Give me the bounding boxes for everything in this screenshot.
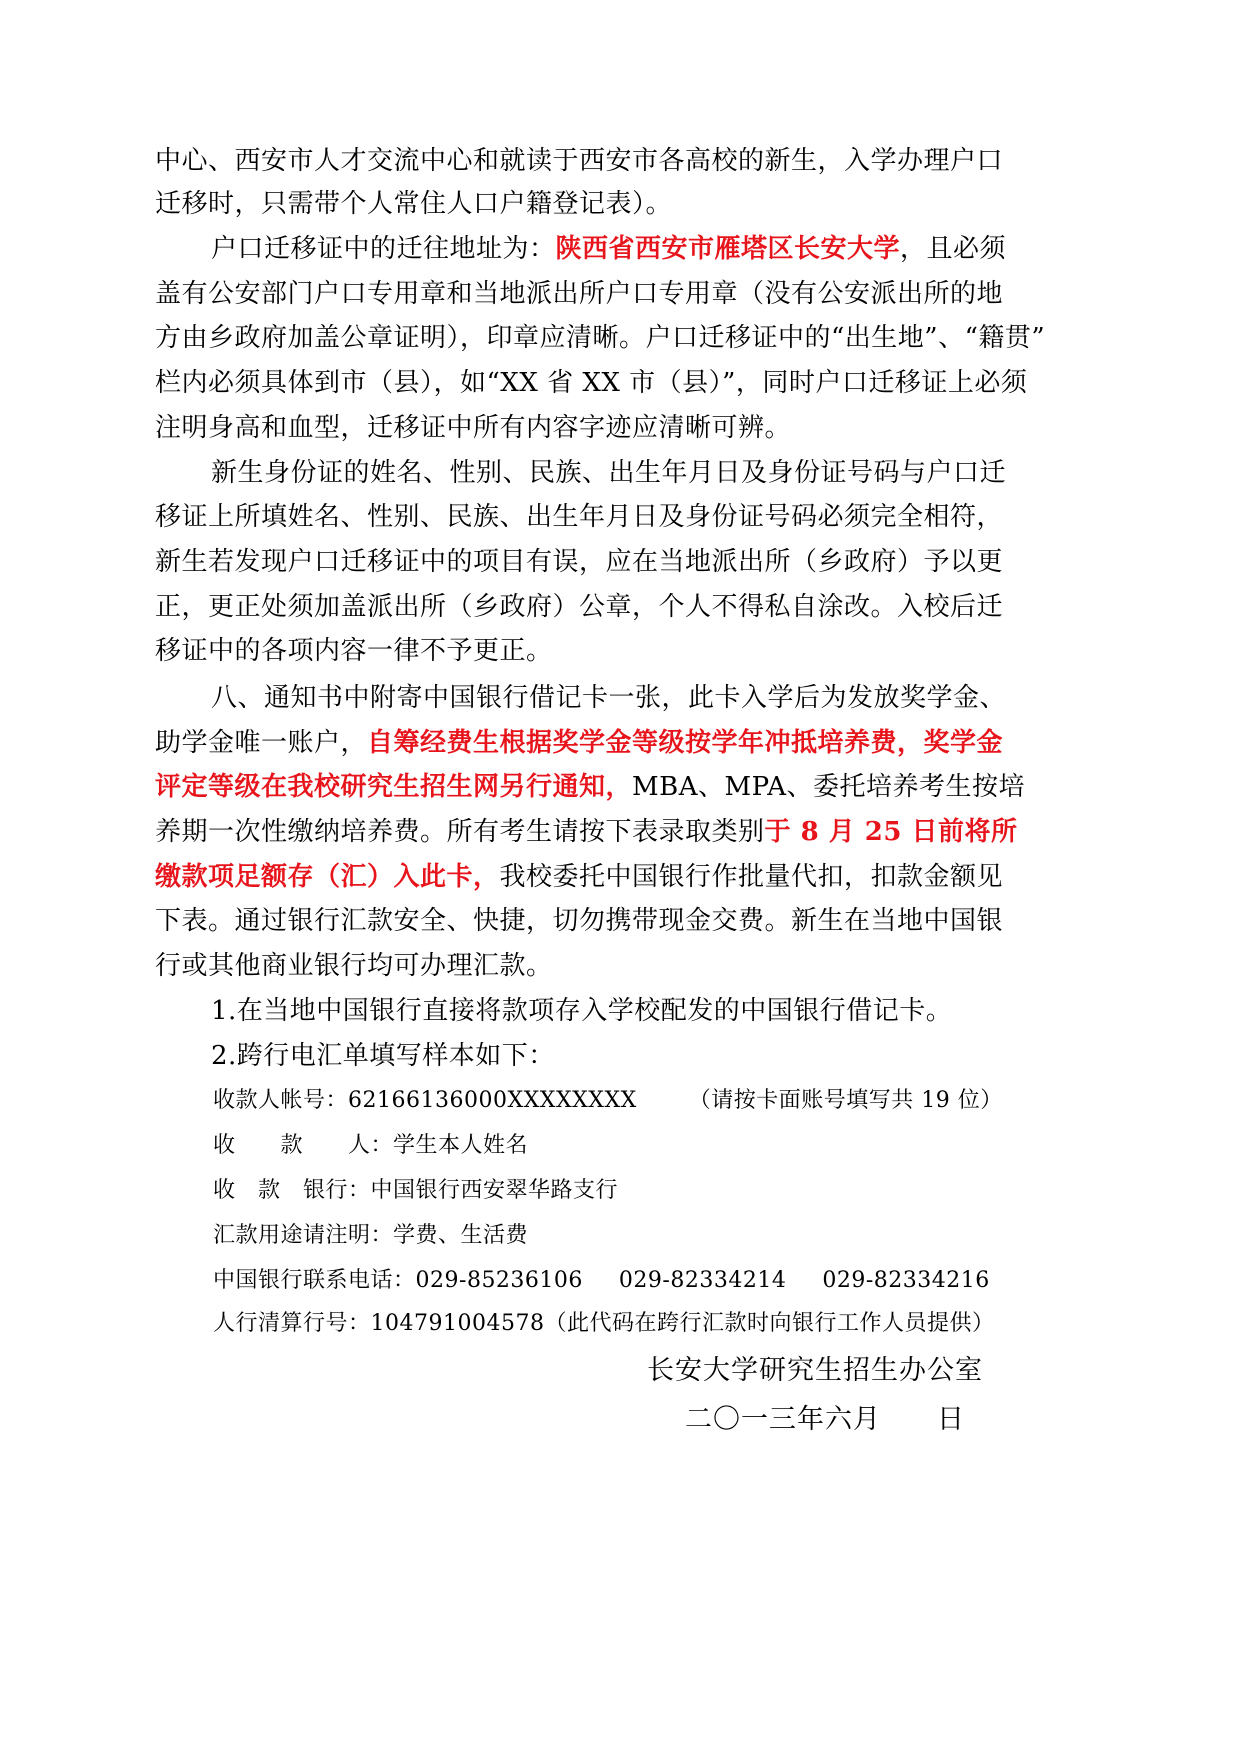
paragraph-id-line-1: 新生身份证的姓名、性别、民族、出生年月日及身份证号码与户口迁 bbox=[211, 458, 1007, 488]
paragraph-address-line-3: 方由乡政府加盖公章证明），印章应清晰。户口迁移证中的“出生地”、“籍贯” bbox=[155, 323, 1046, 353]
remit-account-note: （请按卡面账号填写共 19 位） bbox=[688, 1088, 1003, 1113]
scholarship-notice: 自筹经费生根据奖学金等级按学年冲抵培养费，奖学金 bbox=[367, 728, 1004, 758]
account-text: 助学金唯一账户， bbox=[155, 728, 368, 758]
paragraph-address-line-1 bbox=[211, 234, 1006, 264]
remit-purpose-label: 汇款用途请注明： bbox=[213, 1223, 394, 1248]
paragraph-address-line-5: 注明身高和血型，迁移证中所有内容字迹应清晰可辨。 bbox=[155, 413, 792, 443]
paragraph-id-line-3: 新生若发现户口迁移证中的项目有误，应在当地派出所（乡政府）予以更 bbox=[155, 547, 1004, 577]
bank-deduct-text: 我校委托中国银行作批量代扣，扣款金额见 bbox=[499, 862, 1004, 892]
remit-purpose-value: 学费、生活费 bbox=[393, 1223, 529, 1248]
paragraph-intro-line-2: 迁移时，只需带个人常住人口户籍登记表）。 bbox=[155, 189, 673, 219]
paragraph-eight-line-2 bbox=[155, 728, 1003, 758]
signature-date: 二〇一三年六月 日 bbox=[685, 1404, 965, 1435]
remit-account-row bbox=[213, 1087, 1003, 1115]
remit-purpose-row bbox=[213, 1222, 528, 1250]
remit-phone-label: 中国银行联系电话： bbox=[213, 1268, 416, 1293]
remit-clearing-value: 104791004578 bbox=[370, 1311, 545, 1336]
mba-text: MBA、MPA、委托培养考生按培 bbox=[632, 772, 1026, 802]
remit-payee-row bbox=[213, 1132, 528, 1160]
remit-phone-row bbox=[213, 1267, 990, 1295]
remit-account-value: 62166136000XXXXXXXX bbox=[348, 1088, 637, 1113]
remit-phone-3: 029-82334216 bbox=[822, 1268, 990, 1293]
remit-phone-1: 029-85236106 bbox=[415, 1268, 583, 1293]
paragraph-id-line-4: 正，更正处须加盖派出所（乡政府）公章，个人不得私自涂改。入校后迁 bbox=[155, 592, 1004, 622]
remit-clearing-label: 人行清算行号： bbox=[213, 1311, 371, 1336]
paragraph-id-line-5: 移证中的各项内容一律不予更正。 bbox=[155, 636, 553, 666]
remit-phone-2: 029-82334214 bbox=[618, 1268, 787, 1293]
deadline-notice-cont: 缴款项足额存（汇）入此卡， bbox=[155, 862, 500, 892]
remit-bank-value: 中国银行西安翠华路支行 bbox=[370, 1178, 619, 1203]
remit-payee-label: 收 款 人： bbox=[213, 1133, 394, 1158]
paragraph-id-line-2: 移证上所填姓名、性别、民族、出生年月日及身份证号码必须完全相符， bbox=[155, 502, 1004, 532]
paragraph-address-line-4: 栏内必须具体到市（县），如“XX 省 XX 市（县）”，同时户口迁移证上必须 bbox=[155, 368, 1028, 398]
method-2: 2.跨行电汇单填写样本如下： bbox=[211, 1041, 555, 1071]
paragraph-eight-line-7: 行或其他商业银行均可办理汇款。 bbox=[155, 951, 553, 981]
method-1: 1.在当地中国银行直接将款项存入学校配发的中国银行借记卡。 bbox=[211, 996, 953, 1026]
paragraph-address-line-2: 盖有公安部门户口专用章和当地派出所户口专用章（没有公安派出所的地 bbox=[155, 279, 1004, 309]
remit-account-label: 收款人帐号： bbox=[213, 1088, 349, 1113]
address-intro-text: 户口迁移证中的迁往地址为： bbox=[211, 234, 556, 264]
signature-office: 长安大学研究生招生办公室 bbox=[647, 1355, 983, 1386]
paragraph-intro-line-1: 中心、西安市人才交流中心和就读于西安市各高校的新生，入学办理户口 bbox=[155, 146, 1004, 176]
destination-address: 陕西省西安市雁塔区长安大学 bbox=[555, 234, 901, 264]
deadline-notice: 于 8 月 25 日前将所 bbox=[764, 817, 1018, 847]
scholarship-notice-cont: 评定等级在我校研究生招生网另行通知， bbox=[155, 772, 633, 802]
paragraph-eight-line-4 bbox=[155, 817, 1018, 847]
remit-bank-label: 收 款 银行： bbox=[213, 1178, 371, 1203]
remit-clearing-note: （此代码在跨行汇款时向银行工作人员提供） bbox=[544, 1311, 995, 1336]
remit-bank-row bbox=[213, 1177, 618, 1205]
paragraph-eight-line-5 bbox=[155, 862, 1003, 892]
paragraph-eight-line-6: 下表。通过银行汇款安全、快捷，切勿携带现金交费。新生在当地中国银 bbox=[155, 906, 1004, 936]
remit-payee-value: 学生本人姓名 bbox=[393, 1133, 529, 1158]
paragraph-eight-line-1: 八、通知书中附寄中国银行借记卡一张，此卡入学后为发放奖学金、 bbox=[211, 683, 1007, 713]
payment-text: 养期一次性缴纳培养费。所有考生请按下表录取类别 bbox=[155, 817, 765, 847]
paragraph-eight-line-3 bbox=[155, 772, 1025, 802]
address-trailing-text: ，且必须 bbox=[900, 234, 1007, 264]
remit-clearing-row bbox=[213, 1310, 995, 1338]
